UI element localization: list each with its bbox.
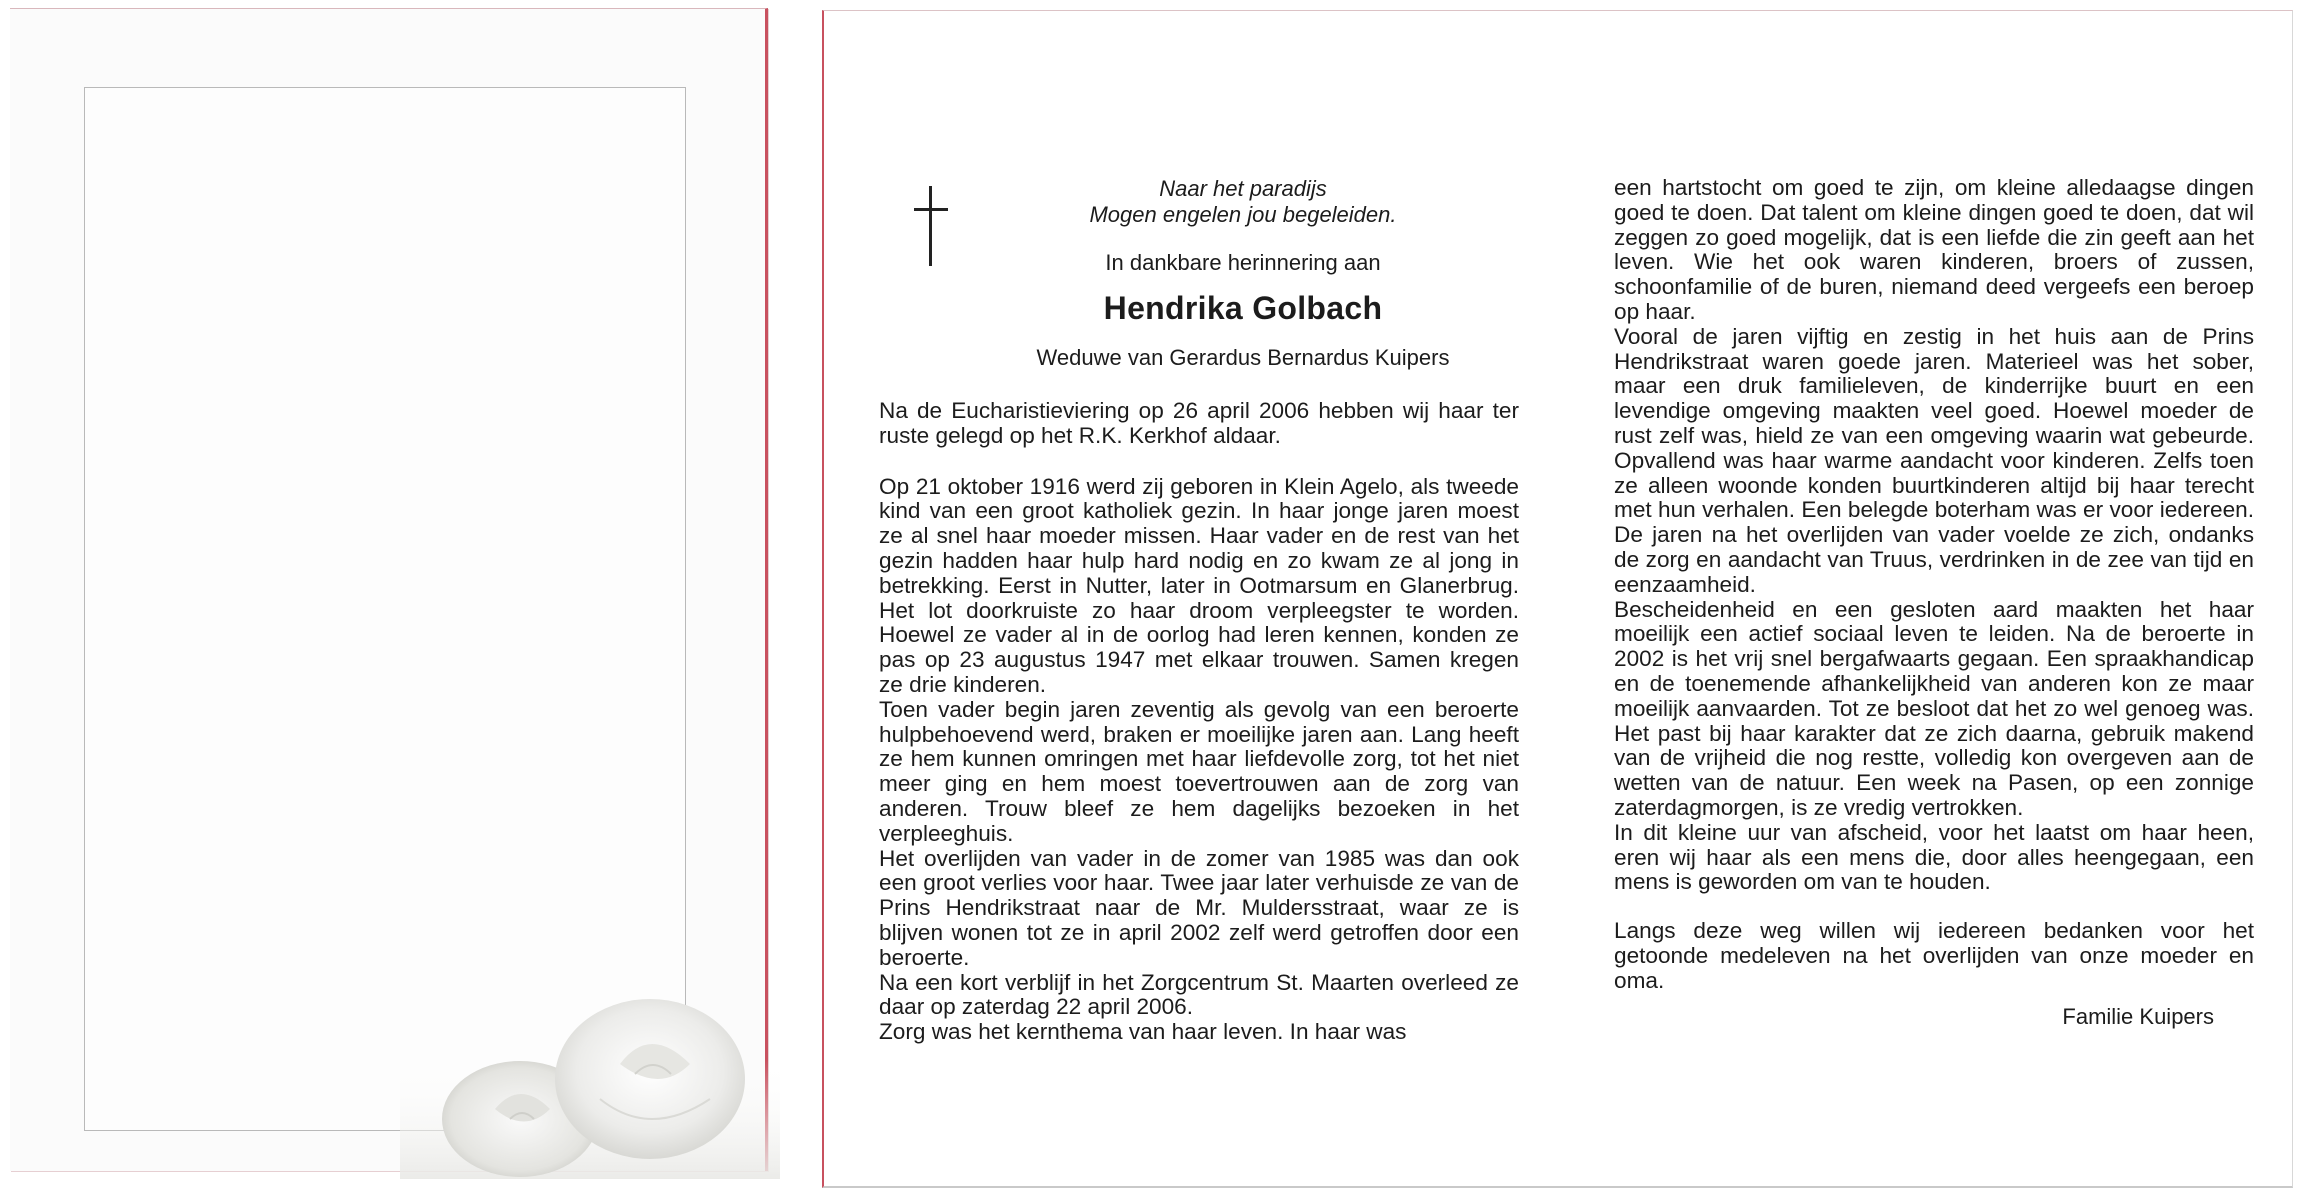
thanks-text: Langs deze weg willen wij iedereen bedanken voor het getoonde medeleven na het overlijden van onze moeder en oma.	[1614, 918, 2254, 993]
intro-text: In dankbare herinnering aan	[1105, 250, 1381, 275]
paragraph: Het overlijden van vader in de zomer van 1985 was dan ook een groot verlies voor haar. Twee jaar later verhuisde ze van de Prins Hendrikstraat naar de Mr. Muldersstraat, waar ze is blijven wonen tot ze in april 2002 zelf werd getroffen door een beroerte.	[879, 845, 1519, 970]
white-roses-image	[400, 969, 780, 1179]
verse-line: Mogen engelen jou begeleiden.	[1089, 202, 1397, 227]
paragraph: Bescheidenheid en een gesloten aard maakten het haar moeilijk een actief sociaal leven te leiden. Na de beroerte in 2002 is het vrij snel bergafwaarts gegaan. Een spraakhandicap en de toenemende afhankelijkheid van anderen kon ze maar moeilijk aanvaarden. Tot ze besloot dat het zo wel genoeg was. Het past bij haar karakter dat ze zich daarna, gebruik makend van de vrijheid die nog restte, volledig kon overgeven aan de wetten van de natuur. Een week na Pasen, op een zonnige zaterdagmorgen, is ze vredig vertrokken.	[1614, 596, 2254, 820]
deceased-name: Hendrika Golbach	[1103, 290, 1383, 326]
widow-of-text: Weduwe van Gerardus Bernardus Kuipers	[1036, 345, 1450, 370]
paragraph: een hartstocht om goed te zijn, om kleine alledaagse dingen goed te doen. Dat talent om kleine dingen goed te doen, dat wil zeggen zo goed mogelijk, dat is een liefde die zin geeft aan het leven. Wie het ook waren kinderen, broers of zussen, schoonfamilie of de buren, niemand deed vergeefs een beroep op haar.	[1614, 175, 2254, 324]
signature: Familie Kuipers	[2062, 1003, 2214, 1029]
paragraph: Na een kort verblijf in het Zorgcentrum St. Maarten overleed ze daar op zaterdag 22 april 2006.	[879, 969, 1519, 1020]
text-column-left	[879, 176, 1519, 1045]
burial-text: Na de Eucharistieviering op 26 april 2006 hebben wij haar ter ruste gelegd op het R.K. Kerkhof aldaar.	[879, 398, 1519, 448]
card-inside	[822, 10, 2293, 1188]
verse-line: Naar het paradijs	[1159, 176, 1327, 201]
card-front	[10, 8, 768, 1171]
paragraph: In dit kleine uur van afscheid, voor het laatst om haar heen, eren wij haar als een mens die, door alles heengegaan, een mens is geworden om van te houden.	[1614, 819, 2254, 895]
paragraph: Toen vader begin jaren zeventig als gevolg van een beroerte hulpbehoevend werd, braken er moeilijke jaren aan. Lang heeft ze hem kunnen omringen met haar liefdevolle zorg, tot het niet meer ging en hem moest toevertrouwen aan de zorg van anderen. Trouw bleef ze hem dagelijks bezoeken in het verpleeghuis.	[879, 696, 1519, 846]
text-column-right	[1614, 176, 2254, 1030]
paragraph: Vooral de jaren vijftig en zestig in het huis aan de Prins Hendrikstraat waren goede jaren. Materieel was het sober, maar een druk familieleven, de kinderrijke buurt en een levendige omgeving maakten veel goed. Hoewel moeder de rust zelf was, hield ze van een omgeving waarin wat gebeurde. Opvallend was haar warme aandacht voor kinderen. Zelfs toen ze alleen woonde konden buurtkinderen altijd bij haar terecht met hun verhalen. Een belegde boterham was er voor iedereen. De jaren na het overlijden van vader voelde ze zich, ondanks de zorg en aandacht van Truus, verdrinken in de zee van tijd en eenzaamheid.	[1614, 323, 2254, 597]
paragraph: Zorg was het kernthema van haar leven. In haar was	[879, 1019, 1407, 1045]
paragraph: Op 21 oktober 1916 werd zij geboren in Klein Agelo, als tweede kind van een groot katholiek gezin. In haar jonge jaren moest ze al snel haar moeder missen. Haar vader en de rest van het gezin hadden haar hulp hard nodig en zo kwam ze al jong in betrekking. Eerst in Nutter, later in Ootmarsum en Glanerbrug. Het lot doorkruiste zo haar droom verpleegster te worden. Hoewel ze vader al in de oorlog had leren kennen, konden ze pas op 23 augustus 1947 met elkaar trouwen. Samen kregen ze drie kinderen.	[879, 473, 1519, 697]
